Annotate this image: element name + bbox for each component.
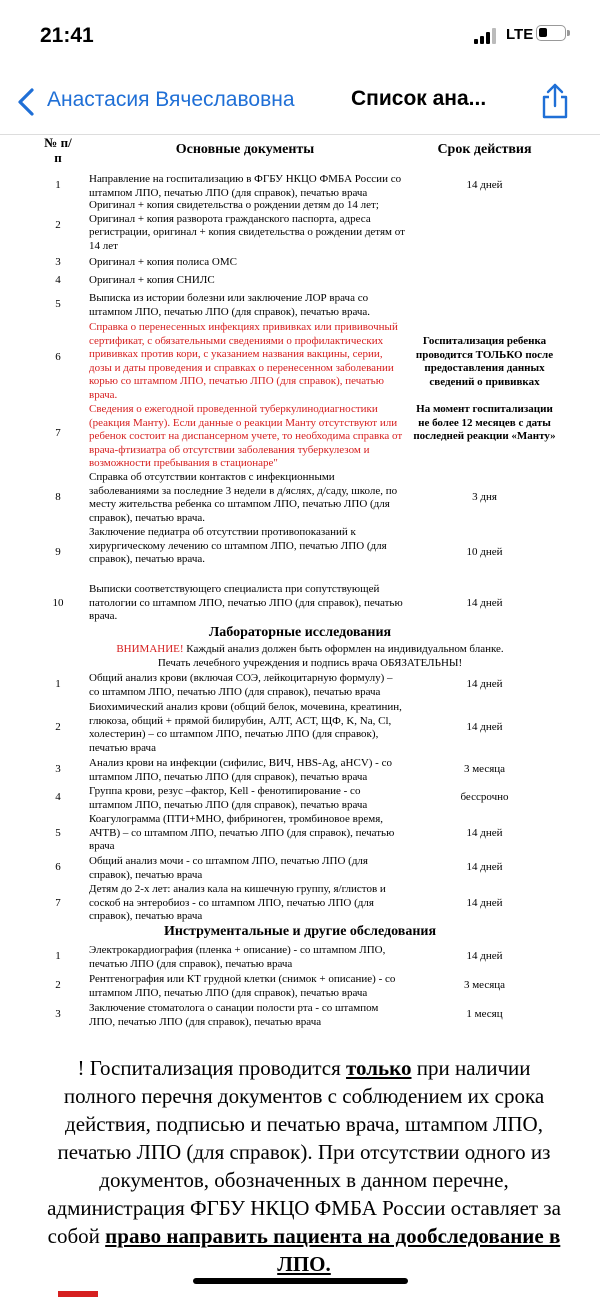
note-text-1: ! Госпитализация проводится: [77, 1056, 347, 1080]
battery-icon: [536, 25, 566, 41]
row-validity: 14 дней: [466, 897, 503, 909]
chevron-left-icon[interactable]: [14, 86, 40, 118]
row-text: Анализ крови на инфекции (сифилис, ВИЧ, HBS-Ag, aHCV) - со штампом ЛПО, печатью ЛПО (для справок), печатью врача: [89, 757, 392, 783]
row-text: Группа крови, резус –фактор, Kell - фенотипирование - со штампом ЛПО, печатью ЛПО (для справок), печатью врача: [89, 785, 368, 811]
row-validity: 14 дней: [466, 179, 503, 191]
row-number: 9: [55, 546, 61, 558]
row-text: Оригинал + копия свидетельства о рождении детям до 14 лет; Оригинал + копия разворота гражданского паспорта, адреса регистрации, оригинал + копия свидетельства о рождении детям от 14 лет: [89, 199, 405, 252]
row-number: 4: [55, 791, 61, 803]
row-text: Справка об отсутствии контактов с инфекционными заболеваниями за последние 3 недели в д/яслях, д/саду, школе, по месту жительства ребенка со штампом ЛПО, печатью ЛПО (для справок), печатью врача.: [89, 471, 398, 524]
row-validity: 3 дня: [472, 491, 497, 503]
row-text: Направление на госпитализацию в ФГБУ НКЦО ФМБА России со штампом ЛПО, печатью ЛПО (для справок), печатью врача: [89, 173, 402, 199]
row-validity: 14 дней: [466, 597, 503, 609]
row-validity: 3 месяца: [463, 763, 506, 775]
row-validity: 14 дней: [466, 861, 503, 873]
row-number: 3: [55, 763, 61, 775]
row-validity: 14 дней: [466, 721, 503, 733]
lab-warning: [110, 643, 510, 670]
header-number: № п/п: [44, 135, 72, 165]
header-documents: Основные документы: [175, 142, 315, 157]
status-bar: [0, 0, 600, 70]
row-text: Выписка из истории болезни или заключение ЛОР врача со штампом ЛПО, печатью ЛПО (для справок), печатью врача.: [89, 292, 371, 318]
note-emphasis-2: право направить пациента на дообследование в ЛПО.: [105, 1224, 561, 1276]
row-number: 5: [55, 827, 61, 839]
row-number: 4: [55, 274, 61, 286]
warning-label: ВНИМАНИЕ!: [116, 643, 184, 655]
note-text-2: при наличии полного перечня документов с соблюдением их срока действия, подписью и печатью врача, штампом ЛПО, печатью ЛПО (для справок). При отсутствии одного из документов, обозначенных в данном перечне, администрация ФГБУ НКЦО ФМБА России оставляет за собой: [47, 1056, 561, 1248]
row-validity: На момент госпитализации не более 12 месяцев с даты последней реакции «Манту»: [413, 403, 556, 443]
row-text: Коагулограмма (ПТИ+МНО, фибриноген, тромбиновое время, АЧТВ) – со штампом ЛПО, печатью ЛПО (для справок), печатью врача: [89, 813, 395, 853]
row-validity: 3 месяца: [463, 979, 506, 991]
row-text: Заключение педиатра об отсутствии противопоказаний к хирургическому лечению со штампом ЛПО, печатью ЛПО (для справок), печатью врача.: [89, 526, 387, 566]
row-validity: 1 месяц: [466, 1008, 503, 1020]
row-number: 6: [55, 861, 61, 873]
header-validity: Срок действия: [437, 142, 532, 157]
row-text: Сведения о ежегодной проведенной туберкулинодиагностики (реакция Манту). Если данные о реакции Манту отсутствуют или ребенок состоит на диспансерном учете, то необходима справка от врача-фтизиатра об отсутствии заболевания туберкулезом и возможности пребывания в стационаре": [89, 403, 403, 470]
row-text: Биохимический анализ крови (общий белок, мочевина, креатинин, глюкоза, общий + прямой билирубин, АЛТ, АСТ, ЩФ, K, Na, Cl, холестерин) – со штампом ЛПО, печатью ЛПО (для справок), печатью врача: [89, 701, 402, 754]
row-number: 7: [55, 897, 61, 909]
row-text: Общий анализ мочи - со штампом ЛПО, печатью ЛПО (для справок), печатью врача: [89, 855, 368, 881]
back-button[interactable]: Анастасия Вячеславовна: [47, 88, 295, 111]
network-label: LTE: [506, 26, 534, 43]
row-text: Оригинал + копия СНИЛС: [89, 274, 215, 286]
signal-icon: [474, 28, 496, 44]
row-validity: 14 дней: [466, 678, 503, 690]
navigation-bar: [0, 70, 600, 135]
row-number: 2: [55, 979, 61, 991]
row-number: 3: [55, 1008, 61, 1020]
row-number: 1: [55, 678, 61, 690]
warning-text: Каждый анализ должен быть оформлен на индивидуальном бланке. Печать лечебного учреждения и подпись врача ОБЯЗАТЕЛЬНЫ!: [157, 643, 504, 669]
share-icon[interactable]: [538, 82, 572, 120]
home-indicator[interactable]: [193, 1278, 408, 1284]
row-number: 1: [55, 179, 61, 191]
row-text: Оригинал + копия полиса ОМС: [89, 256, 237, 268]
row-number: 3: [55, 256, 61, 268]
row-number: 6: [55, 351, 61, 363]
row-number: 7: [55, 427, 61, 439]
row-validity: 14 дней: [466, 827, 503, 839]
status-time: 21:41: [40, 24, 94, 47]
row-validity: 14 дней: [466, 950, 503, 962]
row-text: Справка о перенесенных инфекциях прививках или прививочный сертификат, с обязательными сведениями о профилактических прививках против кори, с указанием названия вакцины, серии, дозы и даты проведения и справках о перенесенном заболевании корью со штампом ЛПО, печатью ЛПО (для справок), печатью врача.: [89, 321, 398, 401]
row-number: 8: [55, 491, 61, 503]
row-validity: Госпитализация ребенка проводится ТОЛЬКО после предоставления данных сведений о прививках: [415, 335, 554, 388]
red-text-fragment: [58, 1291, 98, 1297]
hospitalization-note: [40, 1054, 568, 1278]
row-number: 2: [55, 721, 61, 733]
note-emphasis-1: только: [346, 1056, 412, 1080]
row-text: Заключение стоматолога о санации полости рта - со штампом ЛПО, печатью ЛПО (для справок), печатью врача: [89, 1002, 379, 1028]
section-title-instrumental: Инструментальные и другие обследования: [163, 924, 437, 939]
page-title: Список ана...: [351, 87, 487, 110]
row-text: Общий анализ крови (включая СОЭ, лейкоцитарную формулу) – со штампом ЛПО, печатью ЛПО (для справок), печатью врача: [89, 672, 393, 698]
section-title-lab: Лабораторные исследования: [208, 625, 392, 640]
row-number: 5: [55, 298, 61, 310]
row-text: Электрокардиография (пленка + описание) - со штампом ЛПО, печатью ЛПО (для справок), печатью врача: [89, 944, 386, 970]
row-number: 1: [55, 950, 61, 962]
row-number: 10: [52, 597, 64, 609]
row-number: 2: [55, 219, 61, 231]
row-validity: 10 дней: [466, 546, 503, 558]
row-text: Детям до 2-х лет: анализ кала на кишечную группу, я/глистов и соскоб на энтеробиоз - со штампом ЛПО, печатью ЛПО (для справок), печатью врача: [89, 883, 386, 923]
row-validity: бессрочно: [460, 791, 509, 803]
row-text: Рентгенография или КТ грудной клетки (снимок + описание) - со штампом ЛПО, печатью ЛПО (для справок), печатью врача: [89, 973, 396, 999]
row-text: Выписки соответствующего специалиста при сопутствующей патологии со штампом ЛПО, печатью ЛПО (для справок), печатью врача.: [89, 583, 403, 623]
